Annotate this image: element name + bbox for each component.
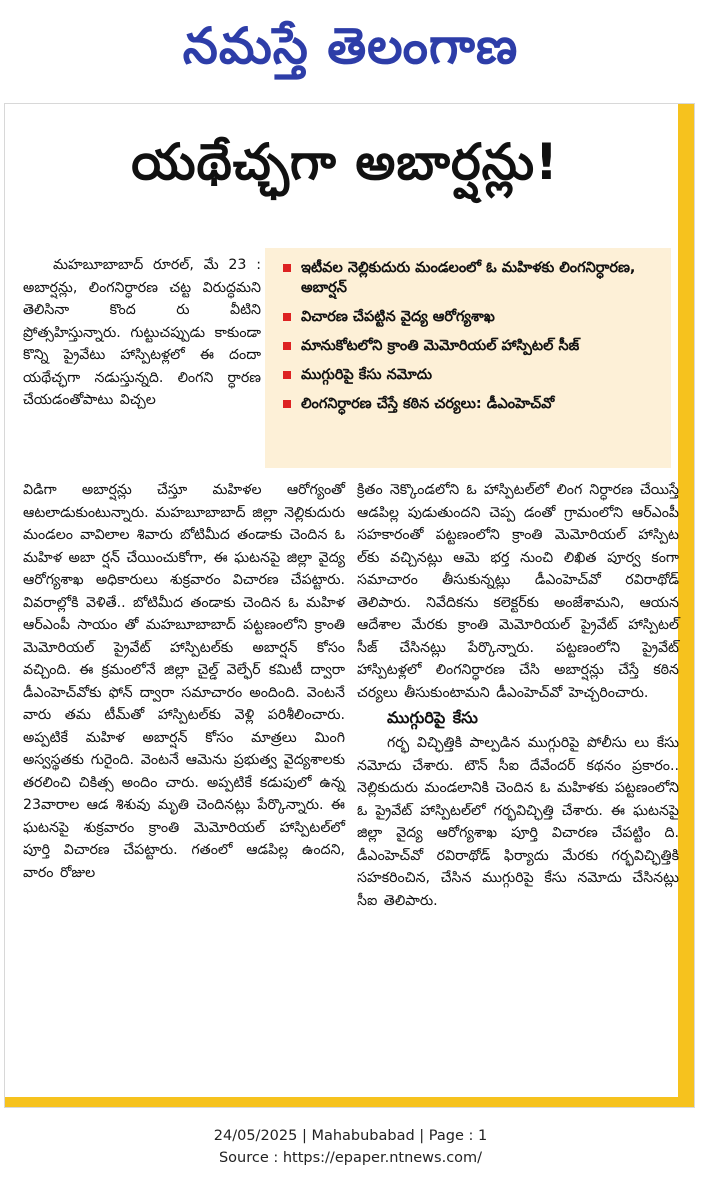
highlights-list: [265, 248, 671, 414]
right-column-text-1: క్రితం నెక్కొండలోని ఓ హాస్పిటల్‌లో లింగ నిర్ధారణ చేయిస్తే ఆడపిల్ల పుడుతుందని చెప్ప డంతో గ్రామంలోని ఆర్‌ఎంపీ సహకారంతో పట్టణంలోని క్రాంతి మెమోరియల్ హాస్పిట ల్‌కు వచ్చినట్లు ఆమె భర్త నుంచి లిఖిత పూర్వ కంగా సమాచారం తీసుకున్నట్లు డీఎంహెచ్‌వో రవిరాథోడ్ తెలిపారు. నివేదికను కలెక్టర్‌కు అంజేశామని, ఆయన ఆదేశాల మేరకు క్రాంతి మెమోరియల్ ప్రైవేట్ హాస్పిటల్ సీజ్ చేసినట్లు పేర్కొన్నారు. పట్టణంలోని ప్రైవేట్ హాస్పిటళ్లలో లింగనిర్ధారణ చేసి అబార్షన్లు చేస్తే కఠిన చర్యలు తీసుకుంటామని డీఎంహెచ్‌వో హెచ్చరించారు.: [357, 482, 679, 701]
yellow-border-bottom: [5, 1097, 694, 1107]
masthead-logo: నమస్తే తెలంగాణ: [182, 16, 519, 75]
footer-source: Source : https://epaper.ntnews.com/: [218, 1150, 483, 1166]
left-column: [23, 479, 345, 884]
right-column-text-2: గర్భ విచ్ఛిత్తికి పాల్పడిన ముగ్గురిపై పోలీసు లు కేసు నమోదు చేశారు. టౌన్ సీఐ దేవేందర్ కథనం ప్రకారం.. నెల్లికుదురు మండలానికి చెందిన ఓ మహిళకు పట్టణంలోని ఓ ప్రైవేట్ హాస్పిటల్‌లో గర్భవిచ్ఛిత్తి చేశారు. ఈ ఘటనపై జిల్లా వైద్య ఆరోగ్యశాఖ పూర్తి విచారణ చేపట్టిం ది. డీఎంహెచ్‌వో రవిరాథోడ్ ఫిర్యాదు మేరకు గర్భవిచ్ఛిత్తికి సహకరించిన, చేసిన ముగ్గురిపై కేసు నమోదు చేసినట్లు సీఐ తెలిపారు.: [357, 735, 679, 909]
highlight-item: లింగనిర్ధారణ చేస్తే కఠిన చర్యలు: డీఎంహెచ్‌వో: [283, 394, 663, 414]
footer-date-page: 24/05/2025 | Mahabubabad | Page : 1: [213, 1128, 488, 1144]
article-clipping: [4, 103, 695, 1108]
highlight-item: విచారణ చేపట్టిన వైద్య ఆరోగ్యశాఖ: [283, 307, 663, 327]
footer: [0, 1125, 701, 1169]
masthead: [0, 0, 701, 95]
subheading: ముగ్గురిపై కేసు: [387, 708, 478, 727]
headline: యథేచ్ఛగా అబార్షన్లు!: [131, 133, 559, 191]
yellow-border-right: [678, 104, 694, 1107]
highlight-item: ముగ్గురిపై కేసు నమోదు: [283, 365, 663, 385]
intro-text: మహబూబాబాద్ రూరల్, మే 23 : అబార్షన్లు, లింగనిర్ధారణ చట్ట విరుద్ధమని తెలిసినా కొంద రు వీటిని ప్రోత్సహిస్తున్నారు. గుట్టుచప్పుడు కాకుండా కొన్ని ప్రైవేటు హాస్పిటళ్లలో ఈ దందా యథేచ్ఛగా నడుస్తున్నది. లింగని ర్ధారణ చేయడంతోపాటు విచ్చల: [23, 257, 261, 408]
intro-paragraph: [23, 254, 261, 412]
highlights-box: [265, 248, 671, 468]
left-column-text: విడిగా అబార్షన్లు చేస్తూ మహిళల ఆరోగ్యంతో ఆటలాడుకుంటున్నారు. మహబూబాబాద్ జిల్లా నెల్లికుదురు మండలం వావిలాల శివారు బోటిమీద తండాకు చెందిన ఓ మహిళ అబా ర్షన్ చేయించుకోగా, ఈ ఘటనపై జిల్లా వైద్య ఆరోగ్యశాఖ అధికారులు శుక్రవారం విచారణ చేపట్టారు. వివరాల్లోకి వెళితే.. బోటిమీద తండాకు చెందిన ఓ మహిళ ఆర్‌ఎంపీ సాయం తో మహబూబాబాద్ పట్టణంలోని క్రాంతి మెమోరియల్ ప్రైవేట్ హాస్పిటల్‌కు అబార్షన్ కోసం వచ్చింది. ఈ క్రమంలోనే జిల్లా చైల్డ్ వెల్ఫేర్ కమిటీ ద్వారా డీఎంహెచ్‌వోకు ఫోన్ ద్వారా సమాచారం అందింది. వెంటనే వారు తమ టీమ్‌తో హాస్పిటల్‌కు వెళ్లి పరిశీలించారు. అప్పటికే మహిళ అబార్షన్ కోసం మాత్రలు మింగి అస్వస్థతకు గురైంది. వెంటనే ఆమెను ప్రభుత్వ వైద్యశాలకు తరలించి చికిత్స అందిం చారు. అప్పటికే కడుపులో ఉన్న 23వారాల ఆడ శిశువు మృతి చెందినట్లు పేర్కొన్నారు. ఈ ఘటనపై శుక్రవారం క్రాంతి మెమోరియల్ హాస్పిటల్‌లో పూర్తి విచారణ చేపట్టారు. గతంలో ఆడపిల్ల ఉందని, వారం రోజుల: [23, 482, 345, 881]
highlight-item: మానుకోటలోని క్రాంతి మెమోరియల్ హాస్పిటల్ సీజ్: [283, 336, 663, 356]
right-column: [357, 479, 679, 912]
highlight-item: ఇటీవల నెల్లికుదురు మండలంలో ఓ మహిళకు లింగనిర్ధారణ, అబార్షన్: [283, 258, 663, 298]
